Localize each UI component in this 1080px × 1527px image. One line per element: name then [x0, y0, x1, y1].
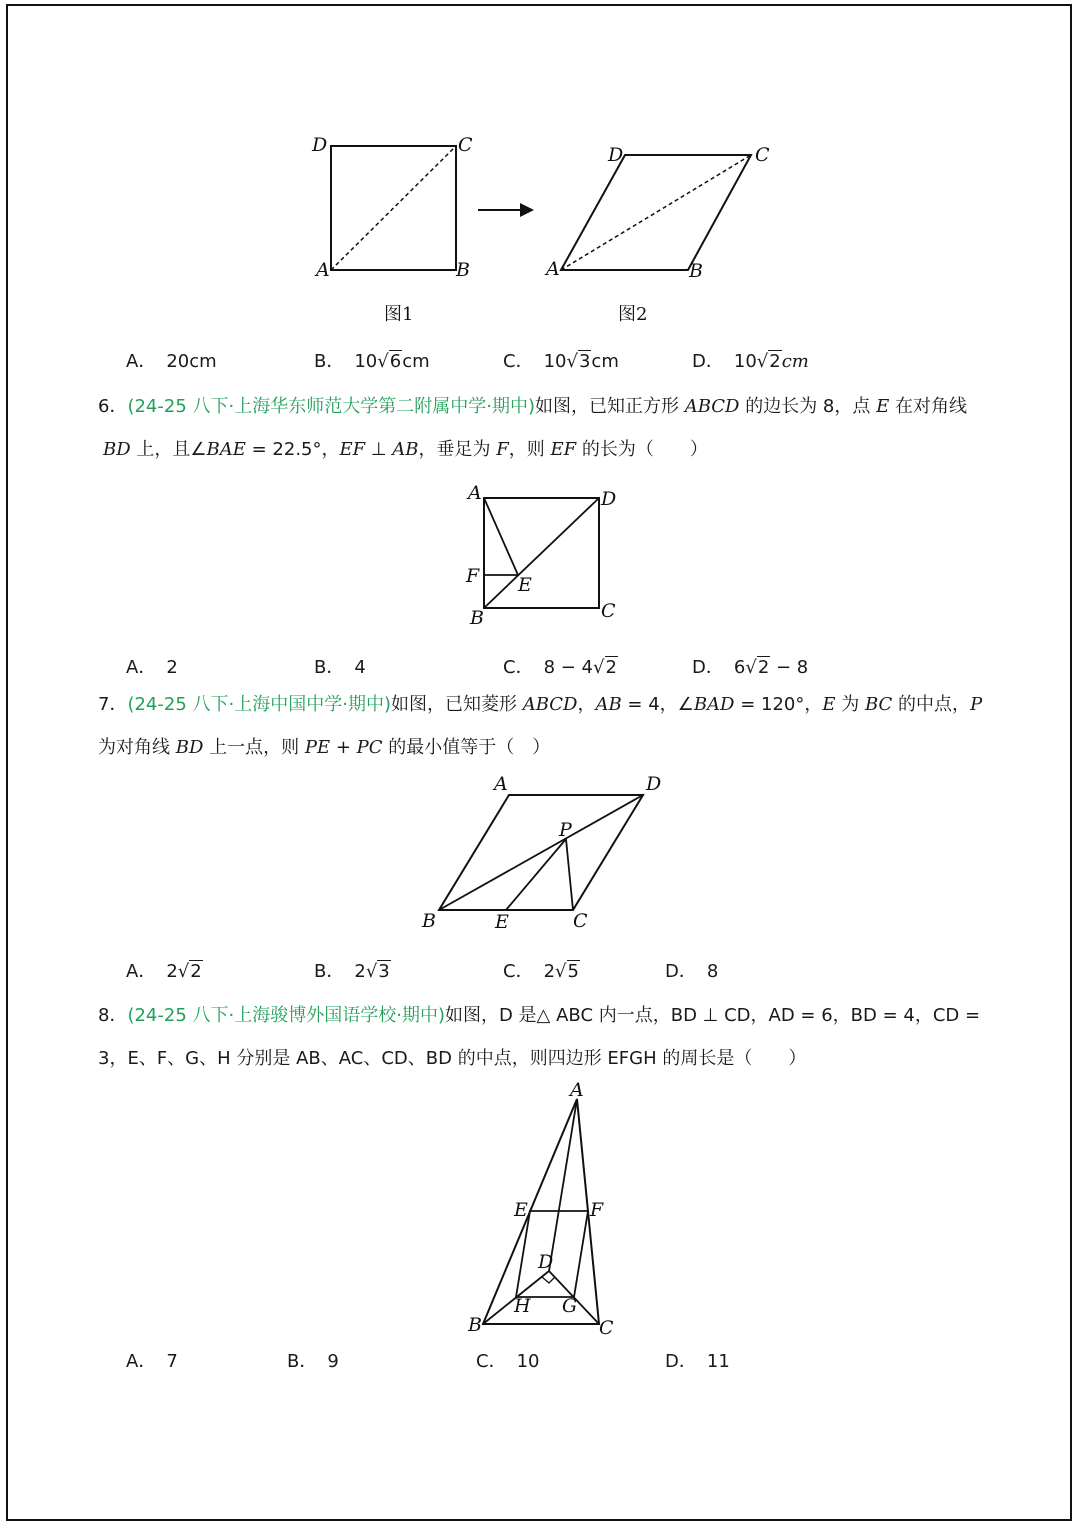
q8-label-b: B: [468, 1314, 482, 1336]
q7-text: 为: [835, 694, 865, 715]
q6-label-d: D: [601, 488, 617, 510]
option-radicand: 2: [769, 351, 781, 372]
option-unit: cm: [402, 351, 430, 372]
q8-segment-ad: [549, 1099, 577, 1271]
option-unit: cm: [781, 351, 809, 372]
q6-math: EF: [339, 439, 366, 460]
q6-figure: [0, 470, 1080, 640]
q7-text: 的最小值等于（ ）: [382, 737, 551, 758]
option-value: 20cm: [166, 351, 217, 372]
option-radicand: 3: [578, 351, 591, 372]
q8-text: 3，E、F、G、H 分别是 AB、AC、CD、BD 的中点，则四边形 EFGH 的周长是（ ）: [98, 1048, 807, 1069]
q5-figures: [0, 0, 1080, 340]
q6-math: ABCD: [684, 396, 740, 417]
option-coef: 10: [354, 351, 378, 372]
option-key: A．: [126, 961, 157, 982]
q8-label-h: H: [514, 1295, 531, 1317]
option-value: 4: [354, 657, 366, 678]
q7-option-a: A． 2√2: [126, 957, 203, 983]
q8-stem-line2: [98, 1050, 806, 1068]
q6-text: 的长为（ ）: [576, 439, 708, 460]
q6-diagonal-bd: [484, 498, 599, 608]
option-key: B．: [314, 961, 345, 982]
q7-figure: [0, 765, 1080, 940]
option-coef: 8 − 4: [543, 657, 594, 678]
q6-math: BAE: [206, 439, 246, 460]
q7-math: BC: [864, 694, 893, 715]
q6-label-f: F: [466, 565, 480, 587]
q8-stem-line1: [98, 1007, 980, 1025]
option-key: B．: [287, 1351, 318, 1372]
q6-text: = 22.5°，: [245, 439, 340, 460]
option-coef: 6: [733, 657, 746, 678]
q6-label-a: A: [468, 482, 482, 504]
q7-text: = 4，∠: [621, 694, 694, 715]
option-key: A．: [126, 1351, 157, 1372]
q5-fig1-label-a: A: [316, 259, 330, 281]
q5-fig2-label-d: D: [608, 144, 624, 166]
q7-text: +: [330, 737, 357, 758]
q8-number: 8．: [98, 1005, 128, 1026]
q7-math: PC: [356, 737, 383, 758]
q6-label-b: B: [470, 607, 484, 629]
q8-label-c: C: [599, 1317, 614, 1339]
q7-number: 7．: [98, 694, 128, 715]
option-value: 10: [516, 1351, 540, 1372]
q6-math: E: [876, 396, 890, 417]
q7-label-a: A: [494, 773, 508, 795]
q6-option-d: D． 6√2 − 8: [692, 653, 808, 679]
option-key: B．: [314, 351, 345, 372]
option-key: C．: [503, 961, 534, 982]
option-radicand: 6: [389, 351, 402, 372]
option-value: 9: [327, 1351, 339, 1372]
q8-option-d: [665, 1347, 730, 1373]
q7-text: = 120°，: [734, 694, 823, 715]
q6-text: 上，且∠: [130, 439, 207, 460]
q6-option-c: C． 8 − 4√2: [503, 653, 618, 679]
option-coef: 2: [166, 961, 178, 982]
option-radicand: 2: [190, 961, 202, 982]
q6-number: 6．: [98, 396, 128, 417]
option-tail: − 8: [770, 657, 809, 678]
option-unit: cm: [591, 351, 619, 372]
q8-option-b: [287, 1347, 339, 1373]
option-radicand: 2: [757, 657, 770, 678]
q6-source: (24-25 八下·上海华东师范大学第二附属中学·期中): [127, 396, 535, 417]
q7-math: PE: [304, 737, 331, 758]
option-key: D．: [665, 1351, 697, 1372]
q8-option-c: [476, 1347, 539, 1373]
q7-math: AB: [595, 694, 622, 715]
q7-option-d: [665, 957, 718, 983]
option-key: A．: [126, 351, 157, 372]
q7-text: 上一点，则: [203, 737, 305, 758]
q6-math: EF: [550, 439, 577, 460]
q7-segment-pc: [566, 839, 573, 910]
q6-math: F: [496, 439, 509, 460]
option-key: D．: [692, 351, 724, 372]
q8-option-a: [126, 1347, 178, 1373]
q8-label-a: A: [570, 1079, 584, 1101]
q6-text: 如图，已知正方形: [534, 396, 685, 417]
option-coef: 10: [733, 351, 757, 372]
q5-fig2-label-a: A: [546, 258, 560, 280]
option-value: 7: [166, 1351, 178, 1372]
q7-math: BAD: [693, 694, 735, 715]
q8-label-g: G: [562, 1295, 578, 1317]
q6-math: BD: [103, 439, 131, 460]
q5-option-c: C． 10√3cm: [503, 347, 619, 373]
q8-text: 如图，D 是△ ABC 内一点，BD ⊥ CD，AD = 6，BD = 4，CD =: [444, 1005, 981, 1026]
q7-segment-pe: [506, 839, 566, 910]
option-radicand: 3: [378, 961, 390, 982]
q7-text: 如图，已知菱形: [390, 694, 523, 715]
q5-arrow-head: [520, 203, 534, 217]
option-value: 2: [166, 657, 178, 678]
q7-text: ，: [577, 694, 596, 715]
q5-option-d: D． 10√2cm: [692, 347, 809, 373]
q7-stem-line2: [98, 739, 550, 757]
q8-label-e: E: [514, 1199, 528, 1221]
q7-math: E: [822, 694, 836, 715]
q5-fig2-label-b: B: [689, 260, 703, 282]
q6-segment-ae: [484, 498, 518, 575]
q7-math: P: [970, 694, 983, 715]
q6-math: AB: [392, 439, 419, 460]
q6-text: ，则: [508, 439, 551, 460]
q8-label-f: F: [590, 1199, 604, 1221]
q7-source: (24-25 八下·上海中国中学·期中): [127, 694, 391, 715]
q6-stem-line1: [98, 398, 967, 416]
q5-fig1-label-b: B: [456, 259, 470, 281]
option-value: 11: [706, 1351, 730, 1372]
option-key: C．: [503, 351, 534, 372]
q5-fig1-label-d: D: [312, 134, 328, 156]
q6-text: ⊥: [365, 439, 393, 460]
q6-text: 的边长为 8，点: [739, 396, 877, 417]
q7-label-p: P: [559, 819, 572, 841]
option-radicand: 2: [605, 657, 617, 678]
q5-fig1-caption: 图1: [384, 304, 414, 325]
q8-figure: [0, 1075, 1080, 1345]
q6-label-c: C: [601, 600, 616, 622]
q5-option-b: B． 10√6cm: [314, 347, 430, 373]
q7-option-b: B． 2√3: [314, 957, 391, 983]
option-key: D．: [665, 961, 697, 982]
q5-fig1-diagonal: [331, 146, 456, 270]
q5-fig2-caption: 图2: [618, 304, 648, 325]
option-key: B．: [314, 657, 345, 678]
option-radicand: 5: [567, 961, 579, 982]
q7-diagonal-bd: [439, 795, 643, 910]
q7-math: ABCD: [522, 694, 578, 715]
q5-fig2-parallelogram: [561, 155, 751, 270]
option-key: C．: [503, 657, 534, 678]
q8-source: (24-25 八下·上海骏博外国语学校·期中): [127, 1005, 445, 1026]
option-coef: 2: [354, 961, 366, 982]
q5-fig2-label-c: C: [755, 144, 770, 166]
option-coef: 10: [543, 351, 567, 372]
q6-text: ，垂足为: [418, 439, 497, 460]
q7-text: 的中点，: [892, 694, 971, 715]
q5-option-a: [126, 347, 217, 373]
q7-label-c: C: [573, 910, 588, 932]
option-value: 8: [706, 961, 719, 982]
q7-text: 为对角线: [98, 737, 176, 758]
q8-label-d: D: [538, 1251, 554, 1273]
q7-label-b: B: [422, 910, 436, 932]
q7-label-e: E: [495, 911, 509, 933]
option-coef: 2: [543, 961, 556, 982]
option-key: D．: [692, 657, 724, 678]
option-key: C．: [476, 1351, 507, 1372]
q7-stem-line1: [98, 696, 982, 714]
q5-fig1-label-c: C: [458, 134, 473, 156]
q6-option-a: [126, 653, 178, 679]
q5-fig2-diagonal: [561, 155, 751, 270]
q6-text: 在对角线: [889, 396, 967, 417]
q7-math: BD: [175, 737, 204, 758]
q7-label-d: D: [646, 773, 662, 795]
option-key: A．: [126, 657, 157, 678]
q6-stem-line2: [103, 441, 708, 459]
q7-option-c: C． 2√5: [503, 957, 580, 983]
q6-option-b: [314, 653, 366, 679]
q8-right-angle-mark: [542, 1277, 555, 1283]
q6-label-e: E: [518, 574, 532, 596]
